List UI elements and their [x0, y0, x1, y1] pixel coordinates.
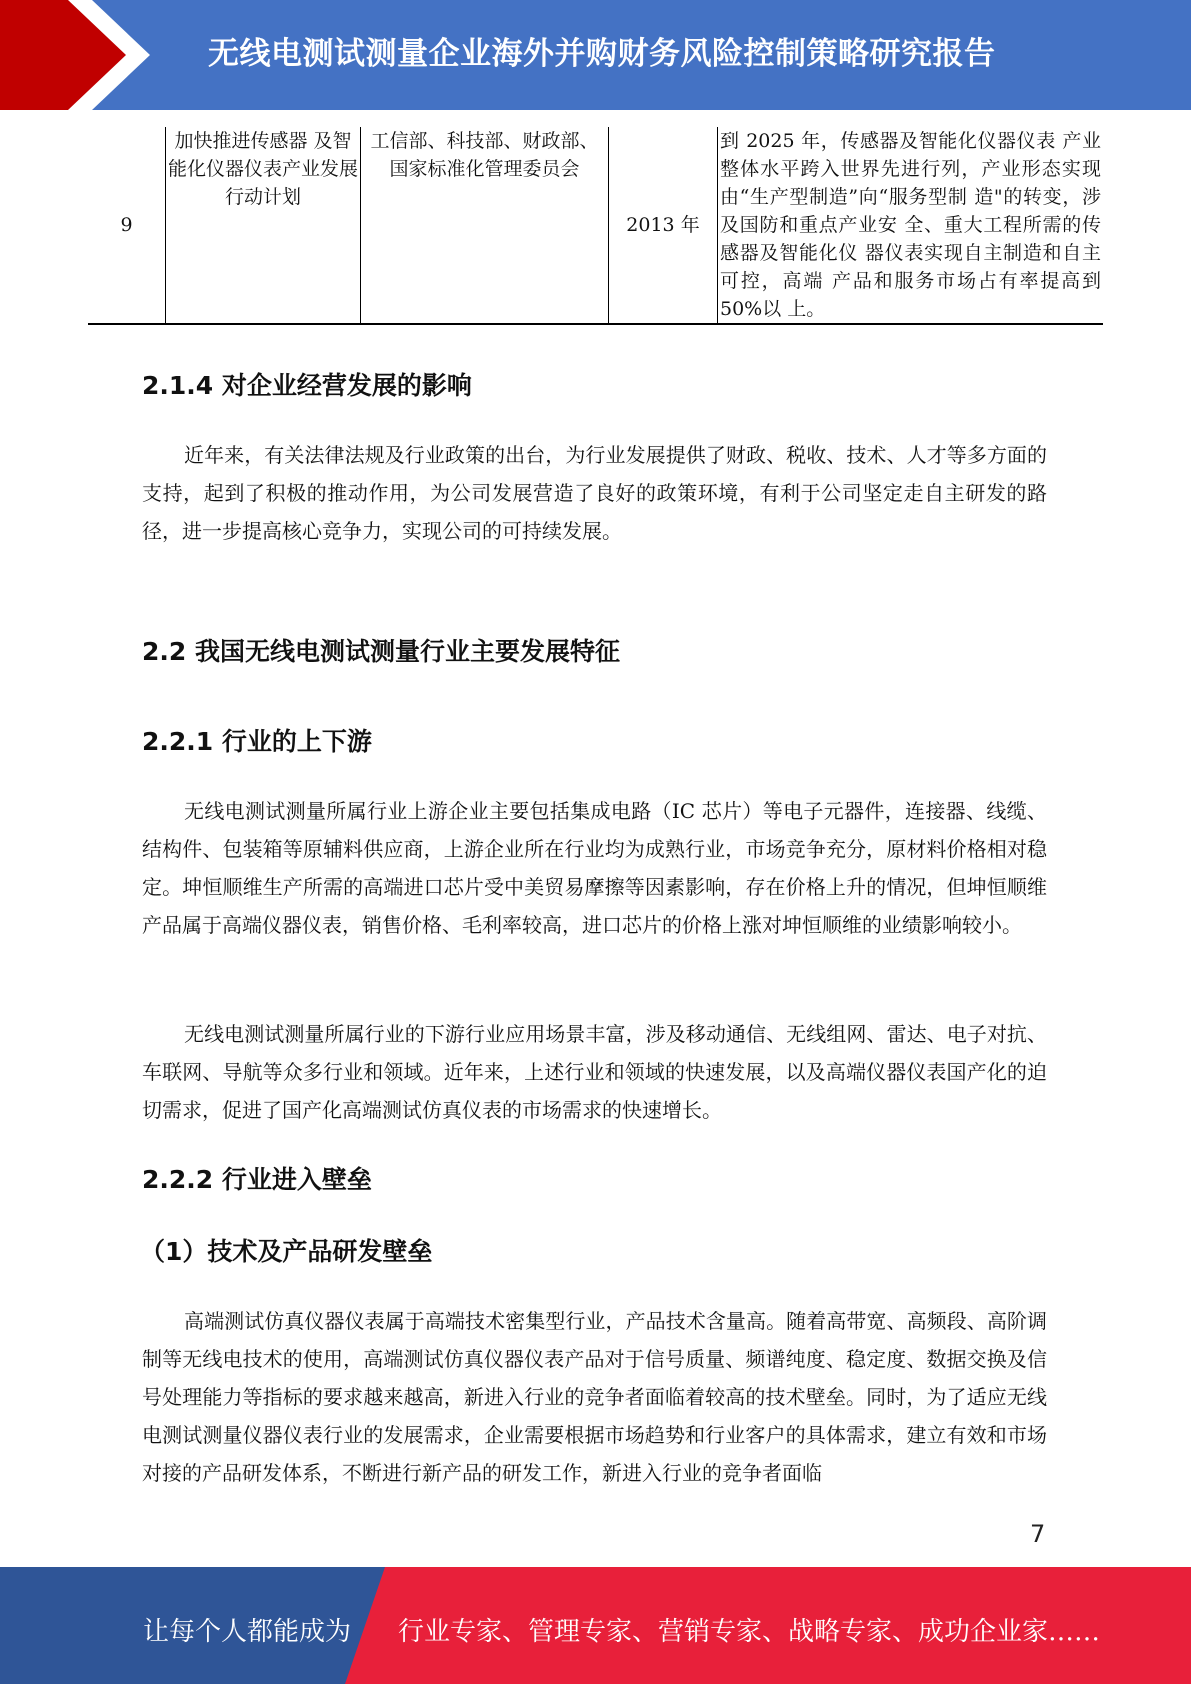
table-row [88, 127, 1103, 324]
issue-year: 2013 年 [609, 127, 718, 324]
section-heading-2-2: 2.2 我国无线电测试测量行业主要发展特征 [142, 637, 620, 666]
page-header [0, 0, 1191, 110]
paragraph: 高端测试仿真仪器仪表属于高端技术密集型行业，产品技术含量高。随着高带宽、高频段、高阶调制等无线电技术的使用，高端测试仿真仪器仪表产品对于信号质量、频谱纯度、稳定度、数据交换及信号处理能力等指标的要求越来越高，新进入行业的竞争者面临着较高的技术壁垒。同时，为了适应无线电测试测量仪器仪表行业的发展需求，企业需要根据市场趋势和行业客户的具体需求，建立有效和市场对接的产品研发体系，不断进行新产品的研发工作，新进入行业的竞争者面临 [142, 1309, 1047, 1485]
policy-goal: 到 2025 年，传感器及智能化仪器仪表 产业整体水平跨入世界先进行列，产业形态实现由“生产型制造”向“服务型制 造"的转变，涉及国防和重点产业安 全、重大工程所需的传感器及智能化仪 器仪表实现自主制造和自主可控，高端 产品和服务市场占有率提高到 50%以 上。 [718, 127, 1104, 324]
policy-name: 加快推进传感器 及智能化仪器仪表产业发展行动计划 [166, 127, 361, 324]
paragraph: 近年来，有关法律法规及行业政策的出台，为行业发展提供了财政、税收、技术、人才等多方面的支持，起到了积极的推动作用，为公司发展营造了良好的政策环境，有利于公司坚定走自主研发的路径，进一步提高核心竞争力，实现公司的可持续发展。 [142, 443, 1047, 543]
paragraph: 无线电测试测量所属行业上游企业主要包括集成电路（IC 芯片）等电子元器件，连接器、线缆、结构件、包装箱等原辅料供应商，上游企业所在行业均为成熟行业，市场竞争充分，原材料价格相对稳定。坤恒顺维生产所需的高端进口芯片受中美贸易摩擦等因素影响，存在价格上升的情况，但坤恒顺维产品属于高端仪器仪表，销售价格、毛利率较高，进口芯片的价格上涨对坤恒顺维的业绩影响较小。 [142, 799, 1047, 937]
section-heading-2-2-2: 2.2.2 行业进入壁垒 [142, 1165, 372, 1194]
section-heading-2-1-4: 2.1.4 对企业经营发展的影响 [142, 371, 472, 400]
paragraph: 无线电测试测量所属行业的下游行业应用场景丰富，涉及移动通信、无线组网、雷达、电子对抗、车联网、导航等众多行业和领域。近年来，上述行业和领域的快速发展，以及高端仪器仪表国产化的迫切需求，促进了国产化高端测试仿真仪表的市场需求的快速增长。 [142, 1022, 1047, 1122]
issuing-department: 工信部、科技部、财政部、国家标准化管理委员会 [361, 127, 609, 324]
page-footer [0, 1567, 1191, 1684]
row-number: 9 [88, 127, 166, 324]
document-title: 无线电测试测量企业海外并购财务风险控制策略研究报告 [208, 36, 996, 72]
footer-slogan-right: 行业专家、管理专家、营销专家、战略专家、成功企业家…… [398, 1617, 1101, 1647]
subsection-heading: （1）技术及产品研发壁垒 [140, 1237, 433, 1266]
page-number: 7 [1030, 1520, 1046, 1548]
section-heading-2-2-1: 2.2.1 行业的上下游 [142, 727, 372, 756]
policy-table [88, 127, 1103, 325]
footer-slogan-left: 让每个人都能成为 [143, 1617, 352, 1647]
